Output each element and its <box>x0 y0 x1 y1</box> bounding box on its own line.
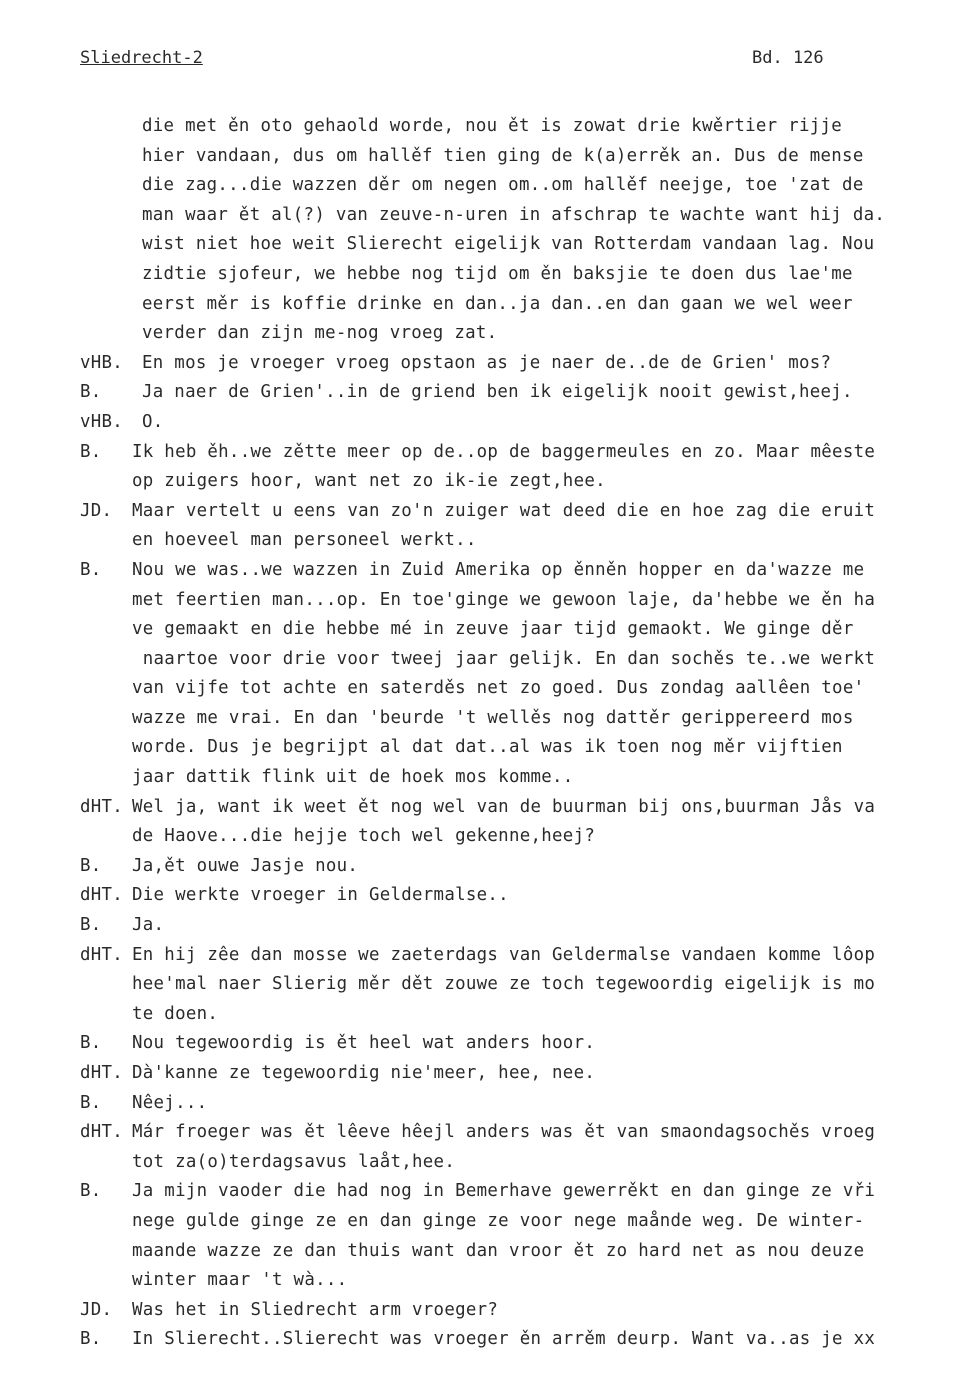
line-text: Nou we was..we wazzen in Zuid Amerika op ěnněn hopper en da'wazze me <box>132 559 865 580</box>
transcript-line <box>80 438 979 468</box>
line-text: hier vandaan, dus om hallěf tien ging de k(a)errěk an. Dus de mense <box>142 145 864 166</box>
transcript-line <box>80 970 979 1000</box>
line-text: worde. Dus je begrijpt al dat dat..al was ik toen nog měr vijftien <box>132 737 843 758</box>
transcript-line <box>80 230 979 260</box>
transcript-line <box>80 1325 979 1355</box>
transcript-line <box>80 1296 979 1326</box>
speaker-label: B. <box>80 855 102 876</box>
line-text: die met ěn oto gehaold worde, nou ět is zowat drie kwěrtier rijje <box>142 116 843 136</box>
speaker-label: B. <box>80 382 102 403</box>
transcript-line <box>80 1266 979 1296</box>
line-text: Ja,ět ouwe Jasje nou. <box>132 855 359 876</box>
transcript-line <box>80 674 979 704</box>
line-text: Wel ja, want ik weet ět nog wel van de buurman bij ons,buurman Jås va <box>132 796 876 817</box>
speaker-label: B. <box>80 1092 102 1113</box>
transcript-line <box>80 201 979 231</box>
tape-reference: Bd. 126 <box>752 48 824 68</box>
page-header <box>80 48 960 72</box>
line-text: Nêej... <box>132 1092 208 1113</box>
transcript-line <box>80 1089 979 1119</box>
line-text: Nou tegewoordig is ět heel wat anders hoor. <box>132 1033 596 1054</box>
transcript-line <box>80 1059 979 1089</box>
line-text: tot za(o)terdagsavus laåt,hee. <box>132 1151 456 1172</box>
transcript-line <box>80 793 979 823</box>
line-text: te doen. <box>132 1003 219 1024</box>
transcript-line <box>80 112 979 142</box>
line-text: Was het in Sliedrecht arm vroeger? <box>132 1299 499 1320</box>
transcript-line <box>80 733 979 763</box>
transcript-line <box>80 615 979 645</box>
line-text: wazze me vrai. En dan 'beurde 't wellěs nog dattěr gerippereerd mos <box>132 707 854 728</box>
speaker-label: vHB. <box>80 352 124 373</box>
transcript-line <box>80 408 979 438</box>
transcript-line <box>80 852 979 882</box>
line-text: met feertien man...op. En toe'ginge we gewoon laje, da'hebbe we ěn ha <box>132 589 876 610</box>
transcript-line <box>80 704 979 734</box>
line-text: En mos je vroeger vroeg opstaon as je naer de..de de Grien' mos? <box>142 352 832 373</box>
line-text: eerst měr is koffie drinke en dan..ja dan..en dan gaan we wel weer <box>142 293 853 314</box>
line-text: op zuigers hoor, want net zo ik-ie zegt,hee. <box>132 471 606 492</box>
transcript-line <box>80 142 979 172</box>
line-text: wist niet hoe weit Slierecht eigelijk van Rotterdam vandaan lag. Nou <box>142 234 875 255</box>
transcript-line <box>80 1207 979 1237</box>
line-text: Die werkte vroeger in Geldermalse.. <box>132 885 509 906</box>
line-text: ve gemaakt en die hebbe mé in zeuve jaar tijd gemaokt. We ginge děr <box>132 619 854 640</box>
line-text: En hij zêe dan mosse we zaeterdags van Geldermalse vandaen komme lôop <box>132 944 876 965</box>
line-text: die zag...die wazzen děr om negen om..om hallěf neejge, toe 'zat de <box>142 175 864 196</box>
speaker-label: vHB. <box>80 411 124 432</box>
speaker-label: dHT. <box>80 944 124 965</box>
speaker-label: B. <box>80 1033 102 1054</box>
transcript-line <box>80 1118 979 1148</box>
line-text: hee'mal naer Slierig měr dět zouwe ze toch tegewoordig eigelijk is mo <box>132 974 876 995</box>
line-text: Ja. <box>132 915 165 936</box>
transcript-line <box>80 645 979 675</box>
line-text: Dà'kanne ze tegewoordig nie'meer, hee, nee. <box>132 1063 596 1083</box>
speaker-label: B. <box>80 1329 102 1350</box>
speaker-label: B. <box>80 915 102 936</box>
line-text: de Haove...die hejje toch wel gekenne,heej? <box>132 826 596 847</box>
line-text: Már froeger was ět lêeve hêejl anders was ět van smaondagsochěs vroeg <box>132 1122 876 1143</box>
speaker-label: B. <box>80 1181 102 1202</box>
line-text: Ja naer de Grien'..in de griend ben ik eigelijk nooit gewist,heej. <box>142 382 853 403</box>
line-text: zidtie sjofeur, we hebbe nog tijd om ěn baksjie te doen dus lae'me <box>142 263 853 284</box>
speaker-label: JD. <box>80 1299 113 1320</box>
transcript-line <box>80 1000 979 1030</box>
transcript-line <box>80 1237 979 1267</box>
speaker-label: JD. <box>80 500 113 521</box>
transcript-line <box>80 763 979 793</box>
line-text: Maar vertelt u eens van zo'n zuiger wat deed die en hoe zag die eruit <box>132 500 876 521</box>
transcript-line <box>80 881 979 911</box>
line-text: nege gulde ginge ze en dan ginge ze voor nege maånde weg. De winter- <box>132 1210 865 1231</box>
transcript-line <box>80 941 979 971</box>
speaker-label: dHT. <box>80 796 124 817</box>
transcript-line <box>80 1029 979 1059</box>
transcript-line <box>80 911 979 941</box>
transcript-line <box>80 586 979 616</box>
transcript-line <box>80 822 979 852</box>
transcript-line <box>80 556 979 586</box>
line-text: maande wazze ze dan thuis want dan vroor ět zo hard net as nou deuze <box>132 1240 865 1261</box>
line-text: winter maar 't wà... <box>132 1270 348 1291</box>
document-title: Sliedrecht-2 <box>80 48 203 68</box>
transcript-line <box>80 171 979 201</box>
line-text: In Slierecht..Slierecht was vroeger ěn arrěm deurp. Want va..as je xx <box>132 1329 876 1350</box>
speaker-label: dHT. <box>80 1063 124 1083</box>
line-text: O. <box>142 411 164 432</box>
line-text: en hoeveel man personeel werkt.. <box>132 530 477 551</box>
transcript-body <box>80 112 979 1355</box>
speaker-label: B. <box>80 441 102 462</box>
line-text: jaar dattik flink uit de hoek mos komme.. <box>132 767 574 788</box>
speaker-label: B. <box>80 559 102 580</box>
line-text: naartoe voor drie voor tweej jaar gelijk. En dan sochěs te..we werkt <box>132 648 876 669</box>
line-text: man waar ět al(?) van zeuve-n-uren in afschrap te wachte want hij da. <box>142 204 886 225</box>
transcript-line <box>80 378 979 408</box>
transcript-line <box>80 349 979 379</box>
speaker-label: dHT. <box>80 1122 124 1143</box>
line-text: van vijfe tot achte en saterděs net zo goed. Dus zondag aallêen toe' <box>132 678 865 699</box>
transcript-line <box>80 1148 979 1178</box>
transcript-line <box>80 467 979 497</box>
line-text: Ja mijn vaoder die had nog in Bemerhave gewerrěkt en dan ginge ze vři <box>132 1181 876 1202</box>
transcript-line <box>80 1177 979 1207</box>
speaker-label: dHT. <box>80 885 124 906</box>
line-text: Ik heb ěh..we zětte meer op de..op de baggermeules en zo. Maar mêeste <box>132 441 876 462</box>
transcript-line <box>80 290 979 320</box>
line-text: verder dan zijn me-nog vroeg zat. <box>142 323 498 344</box>
transcript-line <box>80 497 979 527</box>
transcript-line <box>80 526 979 556</box>
transcript-line <box>80 260 979 290</box>
transcript-line <box>80 319 979 349</box>
